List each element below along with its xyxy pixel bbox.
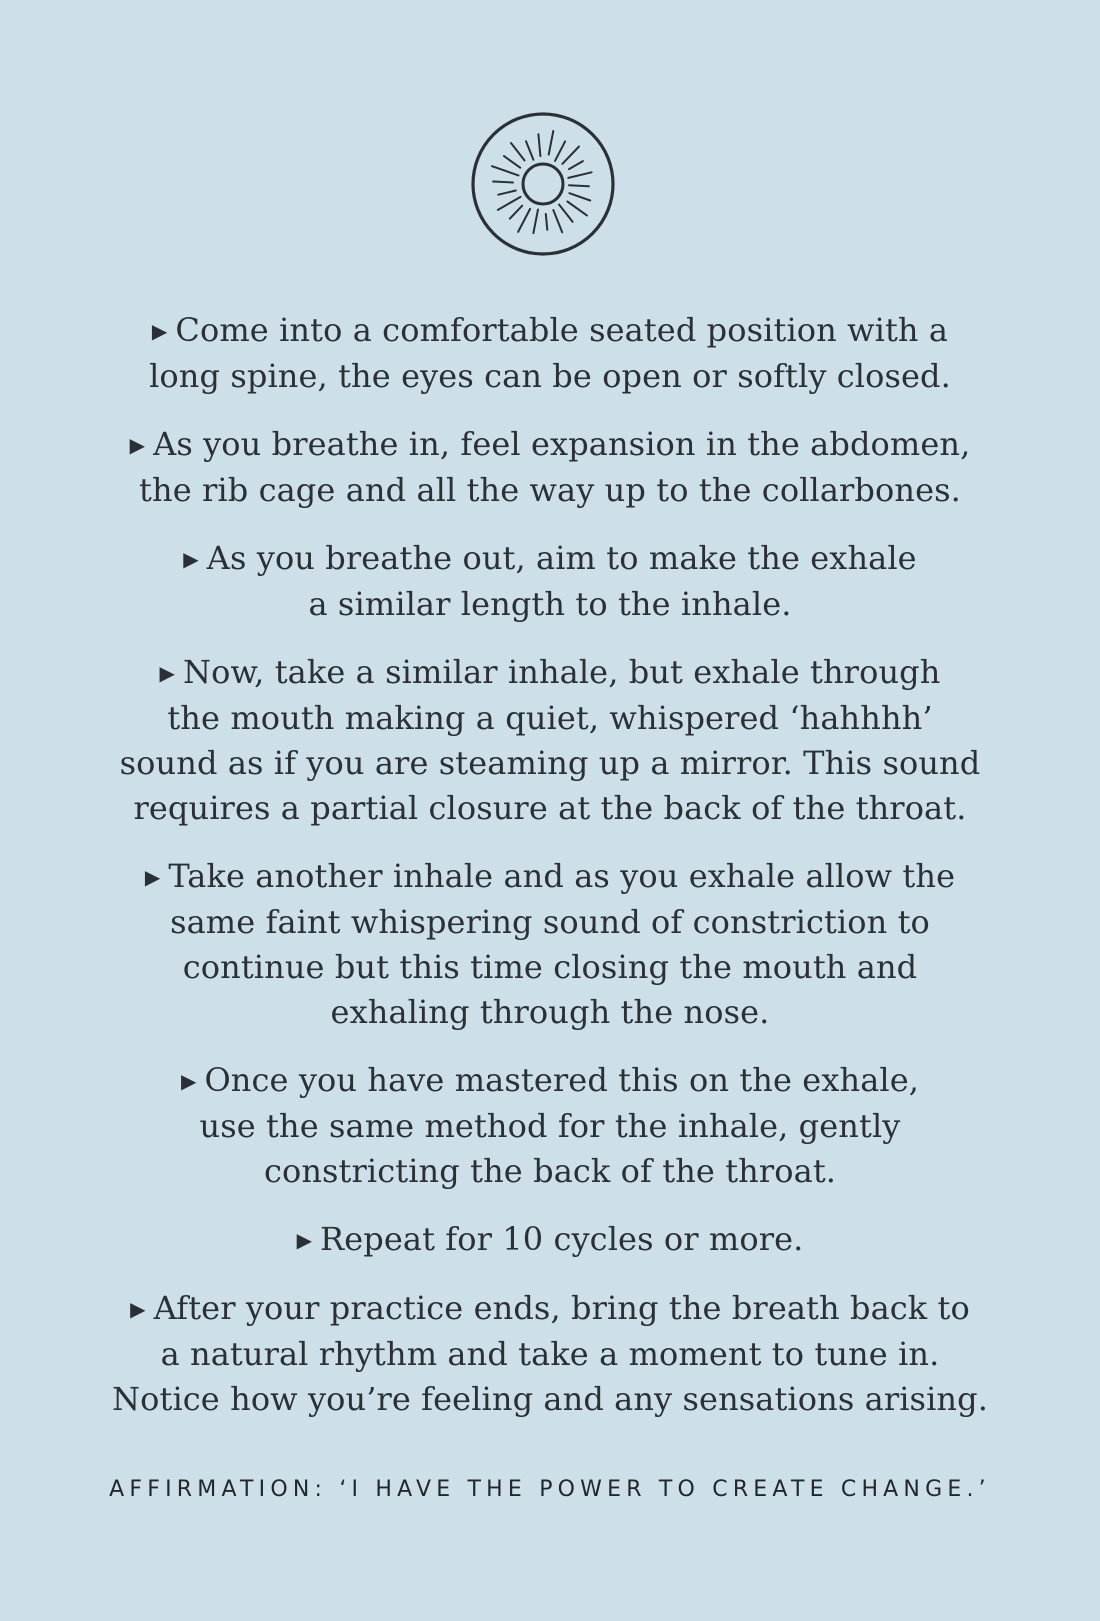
sun-ray bbox=[533, 210, 538, 234]
step-item bbox=[60, 650, 1040, 831]
step-line: a similar length to the inhale. bbox=[308, 585, 792, 623]
step-line: ▶ Come into a comfortable seated position with a bbox=[60, 308, 1040, 354]
sun-ray bbox=[569, 193, 590, 200]
triangle-bullet-icon: ▶ bbox=[129, 433, 146, 457]
sun-ray bbox=[510, 206, 522, 219]
step-line: sound as if you are steaming up a mirror. This sound bbox=[119, 744, 981, 782]
step-line: the mouth making a quiet, whispered ‘hahhhh’ bbox=[167, 699, 933, 737]
step-line: ▶ After your practice ends, bring the breath back to bbox=[60, 1286, 1040, 1332]
sun-ray bbox=[555, 141, 565, 161]
sun-ray bbox=[568, 172, 591, 178]
step-item bbox=[60, 1217, 1040, 1263]
sun-ray bbox=[569, 185, 589, 186]
step-line: ▶ As you breathe out, aim to make the exhale bbox=[60, 536, 1040, 582]
triangle-bullet-icon: ▶ bbox=[183, 547, 199, 571]
step-line: continue but this time closing the mouth and bbox=[182, 948, 918, 986]
step-line: a natural rhythm and take a moment to tune in. bbox=[160, 1335, 940, 1373]
sun-ray bbox=[559, 205, 573, 222]
triangle-bullet-icon: ▶ bbox=[144, 865, 161, 889]
sun-ray bbox=[567, 202, 587, 216]
triangle-bullet-icon: ▶ bbox=[130, 1297, 146, 1321]
step-item bbox=[60, 1058, 1040, 1194]
sun-ray bbox=[546, 214, 548, 230]
step-line: use the same method for the inhale, gently bbox=[199, 1107, 901, 1145]
step-line: same faint whispering sound of constriction to bbox=[170, 903, 930, 941]
sun-ray bbox=[569, 161, 583, 169]
sun-ray bbox=[526, 141, 533, 160]
step-item bbox=[60, 1286, 1040, 1422]
sun-ray bbox=[504, 156, 520, 168]
step-line: the rib cage and all the way up to the collarbones. bbox=[139, 471, 961, 509]
step-line: requires a partial closure at the back of the throat. bbox=[133, 789, 967, 827]
triangle-bullet-icon: ▶ bbox=[296, 1228, 313, 1252]
sun-ray bbox=[498, 191, 516, 195]
triangle-bullet-icon: ▶ bbox=[159, 661, 176, 685]
step-item bbox=[60, 536, 1040, 627]
sun-ray bbox=[538, 134, 540, 156]
step-item bbox=[60, 854, 1040, 1035]
sun-ray bbox=[553, 210, 562, 232]
step-line: Notice how you’re feeling and any sensations arising. bbox=[112, 1380, 988, 1418]
sun-ray bbox=[518, 209, 530, 232]
sun-ray bbox=[562, 147, 579, 164]
sun-ray bbox=[511, 143, 525, 160]
instruction-steps bbox=[60, 308, 1040, 1445]
step-line: ▶ Repeat for 10 cycles or more. bbox=[60, 1217, 1040, 1263]
step-line: ▶ Take another inhale and as you exhale allow the bbox=[60, 854, 1040, 900]
step-item bbox=[60, 308, 1040, 399]
step-line: ▶ As you breathe in, feel expansion in the abdomen, bbox=[60, 422, 1040, 468]
triangle-bullet-icon: ▶ bbox=[180, 1069, 197, 1093]
sun-ray bbox=[549, 131, 554, 155]
step-line: long spine, the eyes can be open or softly closed. bbox=[149, 357, 951, 395]
step-line: ▶ Once you have mastered this on the exhale, bbox=[60, 1058, 1040, 1104]
step-item bbox=[60, 422, 1040, 513]
sun-ray bbox=[493, 182, 513, 183]
step-line: ▶ Now, take a similar inhale, but exhale through bbox=[60, 650, 1040, 696]
triangle-bullet-icon: ▶ bbox=[151, 319, 168, 343]
sun-ray bbox=[492, 166, 519, 175]
step-line: exhaling through the nose. bbox=[330, 993, 770, 1031]
sun-ray bbox=[498, 197, 521, 210]
step-line: constricting the back of the throat. bbox=[263, 1152, 837, 1190]
sun-in-circle-icon bbox=[469, 110, 617, 258]
affirmation-text: AFFIRMATION: ‘I HAVE THE POWER TO CREATE CHANGE.’ bbox=[109, 1477, 991, 1502]
